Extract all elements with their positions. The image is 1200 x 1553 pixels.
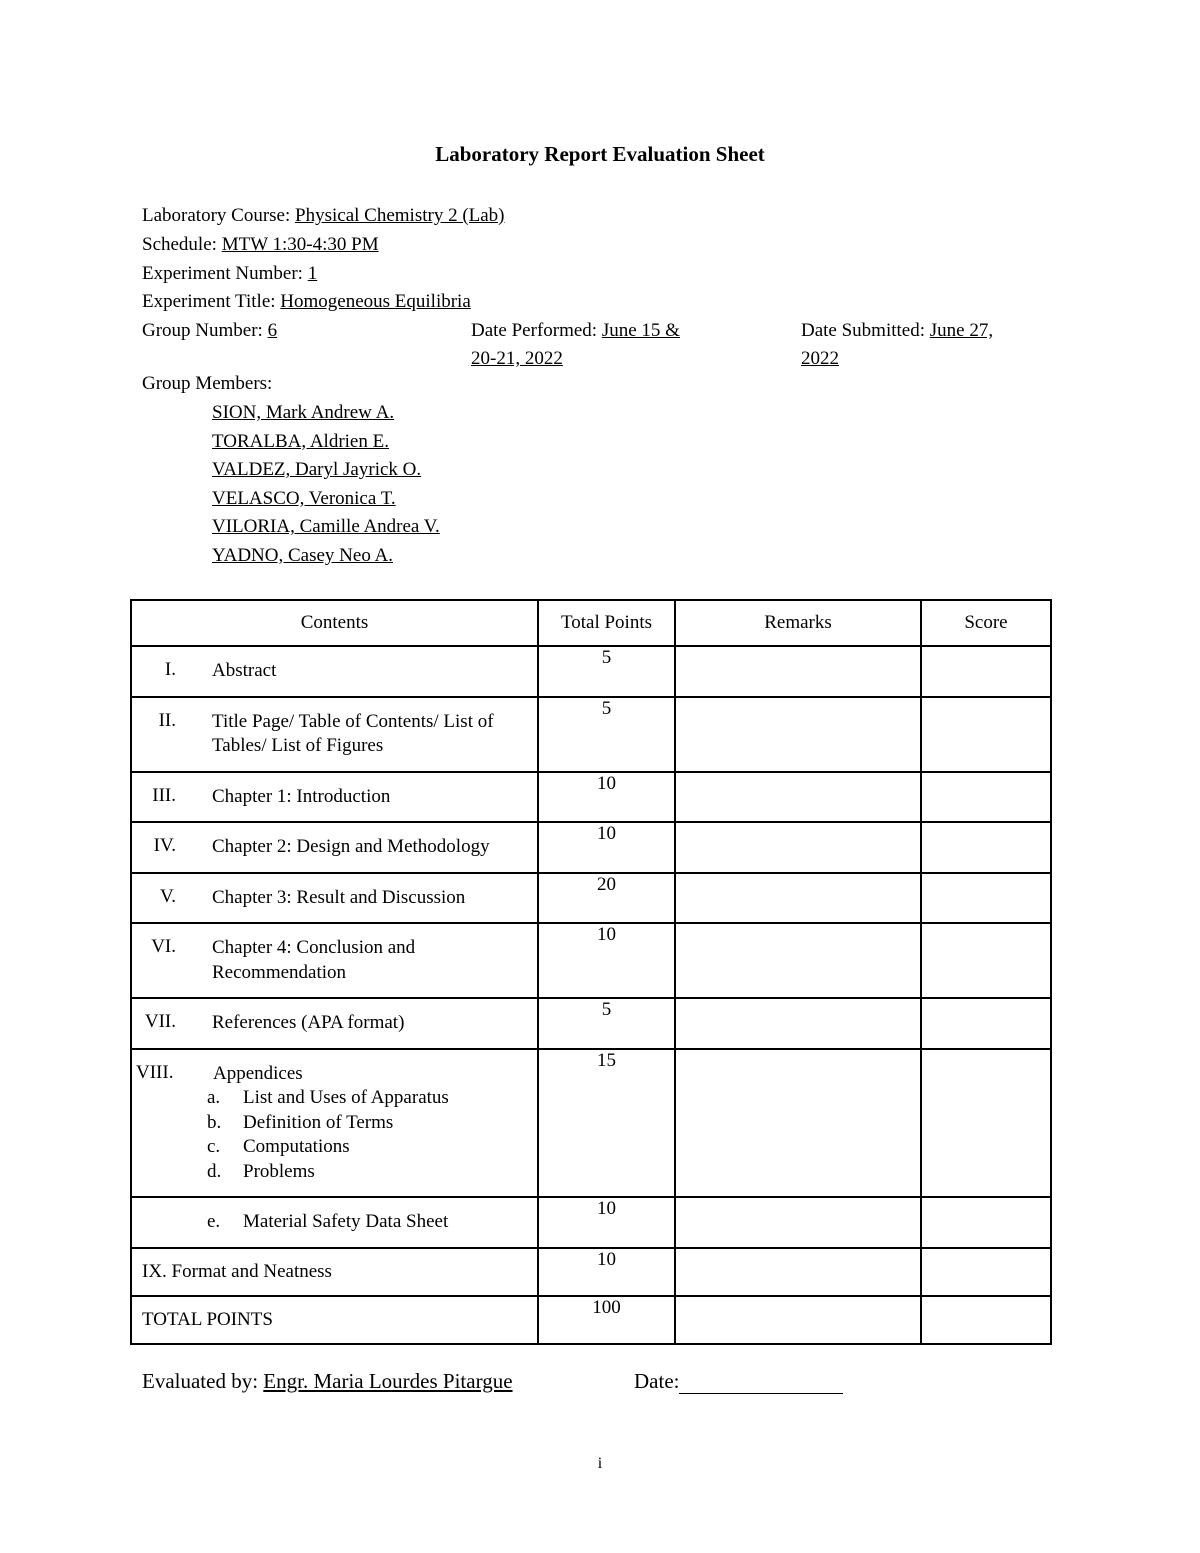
header-contents: Contents [131, 600, 538, 646]
row-text: Chapter 4: Conclusion and Recommendation [212, 937, 416, 983]
date-field [634, 1369, 843, 1394]
contents-cell [131, 1197, 538, 1248]
score-cell [921, 873, 1051, 924]
remarks-cell [675, 1248, 921, 1296]
remarks-cell [675, 998, 921, 1049]
experiment-title-label: Experiment Title: [142, 291, 281, 312]
table-row [131, 646, 1051, 697]
page-number: i [597, 1455, 603, 1472]
row-number: IV. [153, 835, 176, 856]
header-score: Score [921, 600, 1051, 646]
table-row [131, 873, 1051, 924]
experiment-number-value: 1 [307, 263, 318, 284]
table-row [131, 697, 1051, 772]
subitem-text: Material Safety Data Sheet [243, 1211, 449, 1232]
remarks-cell [675, 1197, 921, 1248]
table-row [131, 1248, 1051, 1296]
evaluated-by [142, 1369, 513, 1394]
score-cell [921, 998, 1051, 1049]
points-cell: 5 [538, 646, 675, 697]
evaluated-by-label: Evaluated by: [142, 1369, 264, 1393]
remarks-cell [675, 1296, 921, 1344]
date-performed [471, 317, 680, 373]
course-label: Laboratory Course: [142, 205, 296, 226]
course-line [142, 202, 505, 230]
header-total-points: Total Points [538, 600, 675, 646]
row-text: Abstract [212, 660, 277, 681]
contents-cell [131, 646, 538, 697]
header-remarks: Remarks [675, 600, 921, 646]
course-value: Physical Chemistry 2 (Lab) [295, 205, 505, 226]
row-text [132, 1198, 537, 1247]
row-number: V. [159, 885, 176, 907]
points-cell: 10 [538, 822, 675, 873]
contents-cell [131, 873, 538, 924]
remarks-cell [675, 697, 921, 772]
score-cell [921, 697, 1051, 772]
points-cell: 10 [538, 923, 675, 998]
contents-cell [131, 923, 538, 998]
appendix-subitem: c. Computations [207, 1136, 350, 1157]
row-text: Chapter 1: Introduction [212, 785, 391, 807]
member: TORALBA, Aldrien E. [212, 430, 389, 452]
member: VELASCO, Veronica T. [212, 487, 396, 509]
date-performed-label: Date Performed: [471, 320, 602, 341]
row-text: Title Page/ Table of Contents/ List of Tables/ List of Figures [212, 710, 494, 756]
row-number: III. [152, 784, 176, 806]
experiment-number-label: Experiment Number: [142, 263, 308, 284]
points-cell: 15 [538, 1049, 675, 1198]
date-submitted [801, 317, 993, 373]
date-submitted-label: Date Submitted: [801, 320, 930, 341]
score-cell [921, 923, 1051, 998]
total-points-cell: 100 [538, 1296, 675, 1344]
row-number: VIII. [136, 1061, 174, 1083]
contents-cell [131, 1049, 538, 1198]
evaluation-table [130, 599, 1052, 1345]
member: YADNO, Casey Neo A. [212, 544, 394, 566]
contents-cell [131, 1296, 538, 1344]
row-text: IX. Format and Neatness [142, 1260, 332, 1282]
appendices-title: Appendices [213, 1062, 303, 1084]
score-cell [921, 646, 1051, 697]
contents-cell [131, 822, 538, 873]
date-submitted-value-2: 2022 [801, 348, 839, 369]
remarks-cell [675, 822, 921, 873]
points-cell: 20 [538, 873, 675, 924]
points-cell: 5 [538, 998, 675, 1049]
table-row [131, 1197, 1051, 1248]
score-cell [921, 1197, 1051, 1248]
date-performed-value-2: 20-21, 2022 [471, 348, 563, 369]
remarks-cell [675, 772, 921, 823]
appendix-subitem: b. Definition of Terms [207, 1111, 394, 1133]
subitem-letter: e. [207, 1211, 221, 1232]
experiment-number-line [142, 260, 317, 288]
table-row [131, 822, 1051, 873]
score-cell [921, 1296, 1051, 1344]
date-blank-line [679, 1371, 843, 1394]
appendix-subitem: a. List and Uses of Apparatus [207, 1087, 449, 1108]
row-number: VII. [144, 1011, 176, 1032]
schedule-value: MTW 1:30-4:30 PM [221, 234, 379, 255]
table-row [131, 772, 1051, 823]
row-text [132, 1050, 537, 1197]
date-submitted-value-1: June 27, [929, 320, 994, 341]
evaluator-name: Engr. Maria Lourdes Pitargue [263, 1369, 513, 1393]
group-number [142, 317, 277, 345]
total-label: TOTAL POINTS [142, 1308, 273, 1330]
points-cell: 10 [538, 772, 675, 823]
experiment-title-line [142, 288, 471, 316]
table-row [131, 1049, 1051, 1198]
remarks-cell [675, 873, 921, 924]
row-text: Chapter 3: Result and Discussion [212, 886, 466, 908]
appendix-subitem: d. Problems [207, 1160, 315, 1182]
row-text: References (APA format) [212, 1012, 405, 1033]
experiment-title-value: Homogeneous Equilibria [280, 291, 471, 312]
date-performed-value-1: June 15 & [601, 320, 680, 341]
points-cell: 10 [538, 1248, 675, 1296]
score-cell [921, 822, 1051, 873]
date-label: Date: [634, 1369, 680, 1393]
member: VILORIA, Camille Andrea V. [212, 516, 440, 538]
points-cell: 5 [538, 697, 675, 772]
row-text: Chapter 2: Design and Methodology [212, 836, 490, 857]
table-header-row [131, 600, 1051, 646]
points-cell: 10 [538, 1197, 675, 1248]
contents-cell [131, 998, 538, 1049]
group-number-label: Group Number: [142, 320, 268, 341]
table-row [131, 998, 1051, 1049]
group-members-label: Group Members: [142, 373, 273, 394]
contents-cell [131, 697, 538, 772]
total-row [131, 1296, 1051, 1344]
remarks-cell [675, 923, 921, 998]
contents-cell [131, 1248, 538, 1296]
remarks-cell [675, 1049, 921, 1198]
members-list [212, 399, 440, 571]
score-cell [921, 1049, 1051, 1198]
member: SION, Mark Andrew A. [212, 402, 395, 423]
contents-cell [131, 772, 538, 823]
schedule-label: Schedule: [142, 234, 222, 255]
row-number: II. [158, 709, 176, 731]
table-row [131, 923, 1051, 998]
member: VALDEZ, Daryl Jayrick O. [212, 459, 422, 481]
group-number-value: 6 [267, 320, 278, 341]
schedule-line [142, 231, 379, 259]
remarks-cell [675, 646, 921, 697]
score-cell [921, 772, 1051, 823]
row-number: I. [164, 659, 176, 680]
score-cell [921, 1248, 1051, 1296]
page-title: Laboratory Report Evaluation Sheet [435, 142, 765, 166]
row-number: VI. [151, 936, 176, 957]
